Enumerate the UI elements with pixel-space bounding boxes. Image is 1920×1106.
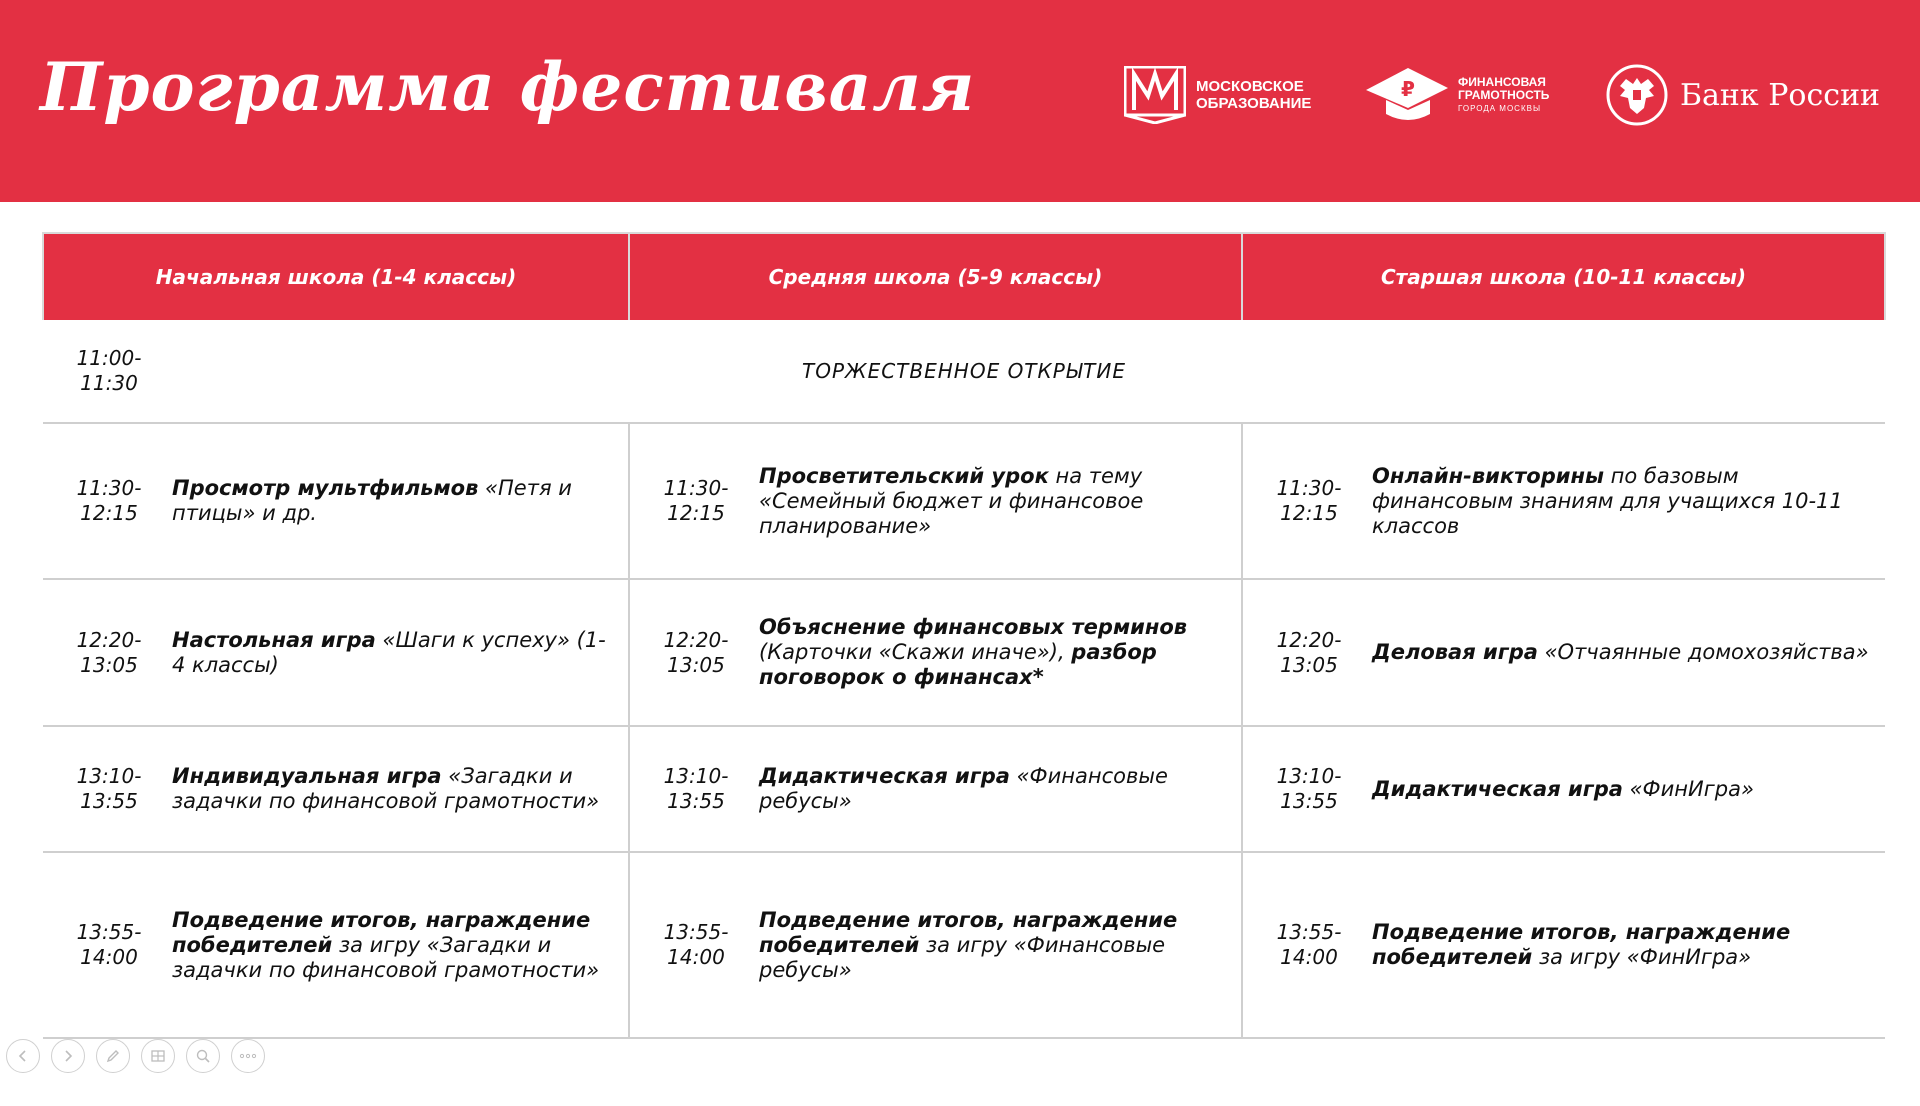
time-slot [66, 764, 152, 814]
logo-mos-line2: ОБРАЗОВАНИЕ [1196, 95, 1312, 112]
time-start: 12:20- [1276, 627, 1342, 652]
zoom-icon [195, 1048, 211, 1064]
event-details: «Шаги к успеху» (1-4 классы) [172, 627, 606, 677]
opening-ceremony-label: ТОРЖЕСТВЕННОЕ ОТКРЫТИЕ [802, 359, 1126, 383]
time-start: 13:10- [76, 764, 142, 788]
event-title-secondary: разбор поговорок о финансах* [759, 640, 1157, 689]
logo-moscow-education [1124, 66, 1311, 124]
time-end: 12:15 [80, 501, 138, 525]
event-title: Деловая игра [1372, 640, 1538, 664]
svg-text:₽: ₽ [1401, 77, 1415, 101]
event-title: Подведение итогов, награждение победителей [759, 907, 1178, 957]
event-title: Дидактическая игра [759, 764, 1010, 788]
more-options-button[interactable] [231, 1039, 265, 1073]
moscow-education-icon [1124, 66, 1186, 124]
time-start: 13:55- [76, 920, 142, 944]
time-slot [66, 628, 152, 678]
time-end: 13:05 [667, 652, 725, 677]
event-title: Настольная игра [172, 627, 376, 652]
event-details: за игру «ФинИгра» [1532, 945, 1752, 969]
table-row [43, 423, 1885, 579]
time-start: 13:10- [663, 764, 729, 788]
see-all-slides-button[interactable] [141, 1039, 175, 1073]
event-description [172, 476, 617, 526]
presentation-toolbar [6, 1039, 265, 1073]
time-start: 11:30- [1276, 476, 1342, 500]
event-title: Индивидуальная игра [172, 764, 442, 788]
event-details: «Отчаянные домохозяйства» [1537, 640, 1869, 664]
time-end: 13:55 [1280, 789, 1338, 813]
event-description [172, 908, 617, 983]
event-details: на тему «Семейный бюджет и финансовое планирование» [759, 463, 1144, 538]
time-end: 12:15 [667, 501, 725, 525]
table-row-opening [43, 320, 1885, 423]
event-details: «Финансовые ребусы» [759, 764, 1168, 813]
pen-icon [105, 1048, 121, 1064]
prev-icon [16, 1049, 30, 1063]
time-start: 12:20- [76, 627, 142, 652]
time-end: 14:00 [80, 945, 138, 969]
table-row [43, 726, 1885, 852]
time-slot [1266, 476, 1352, 526]
logo-fin-line3: ГОРОДА МОСКВЫ [1458, 103, 1542, 113]
time-end: 11:30 [80, 371, 138, 395]
event-title: Объяснение финансовых терминов [759, 615, 1188, 639]
time-end: 13:55 [80, 789, 138, 813]
time-end: 12:15 [1280, 501, 1338, 525]
event-description [1372, 777, 1754, 802]
event-details: «Петя и птицы» и др. [172, 476, 572, 525]
time-end: 13:05 [1280, 652, 1338, 677]
table-row [43, 852, 1885, 1038]
time-start: 13:55- [663, 920, 729, 944]
previous-slide-button[interactable] [6, 1039, 40, 1073]
next-slide-button[interactable] [51, 1039, 85, 1073]
double-eagle-emblem-icon [1606, 64, 1668, 126]
event-description [759, 464, 1230, 539]
event-description [1372, 920, 1874, 970]
logo-financial-literacy [1364, 64, 1549, 126]
pen-tool-button[interactable] [96, 1039, 130, 1073]
zoom-button[interactable] [186, 1039, 220, 1073]
time-end: 13:05 [80, 652, 138, 677]
time-start: 12:20- [663, 627, 729, 652]
time-slot [653, 920, 739, 970]
time-start: 11:00- [76, 346, 142, 370]
event-details: «Загадки и задачки по финансовой грамотности» [172, 764, 600, 813]
event-description [1372, 464, 1874, 539]
event-details: за игру «Финансовые ребусы» [759, 932, 1166, 982]
event-details: «ФинИгра» [1622, 776, 1754, 801]
time-end: 14:00 [1280, 945, 1338, 969]
event-details: за игру «Загадки и задачки по финансовой грамотности» [172, 932, 600, 982]
time-slot [66, 476, 152, 526]
event-title: Подведение итогов, награждение победителей [172, 907, 591, 957]
logo-mos-line1: МОСКОВСКОЕ [1196, 78, 1304, 95]
time-slot [66, 920, 152, 970]
column-header-senior: Старшая школа (10-11 классы) [1242, 233, 1885, 320]
event-description [172, 764, 617, 814]
time-slot [653, 628, 739, 678]
logo-bank-text: Банк России [1680, 77, 1881, 113]
page-title: Программа фестиваля [40, 48, 976, 126]
event-description [759, 615, 1230, 690]
event-description [172, 628, 617, 678]
column-header-middle: Средняя школа (5-9 классы) [629, 233, 1242, 320]
logo-fin-line1: ФИНАНСОВАЯ [1458, 74, 1546, 89]
next-icon [61, 1049, 75, 1063]
event-details: по базовым финансовым знаниям для учащихся 10-11 классов [1372, 463, 1843, 538]
event-description [759, 764, 1230, 814]
time-start: 11:30- [76, 476, 142, 500]
column-header-primary: Начальная школа (1-4 классы) [43, 233, 629, 320]
logo-bank-of-russia [1606, 64, 1880, 126]
time-slot [1266, 920, 1352, 970]
event-title: Подведение итогов, награждение победителей [1372, 920, 1791, 969]
slides-icon [150, 1048, 166, 1064]
graduation-cap-ruble-icon [1364, 64, 1450, 126]
header-banner [0, 0, 1920, 202]
event-description [759, 908, 1230, 983]
table-row [43, 579, 1885, 726]
time-start: 13:10- [1276, 764, 1342, 788]
more-icon [239, 1052, 257, 1060]
event-description [1372, 640, 1869, 665]
event-title: Просмотр мультфильмов [172, 476, 479, 500]
event-details: (Карточки «Скажи иначе»), [759, 640, 1072, 664]
time-end: 13:55 [667, 789, 725, 813]
time-slot [1266, 764, 1352, 814]
event-title: Дидактическая игра [1372, 776, 1623, 801]
event-title: Онлайн-викторины [1372, 463, 1604, 488]
time-slot [1266, 628, 1352, 678]
event-title: Просветительский урок [759, 463, 1049, 488]
time-end: 14:00 [667, 945, 725, 969]
schedule-table [42, 232, 1886, 1039]
logo-fin-line2: ГРАМОТНОСТЬ [1458, 87, 1550, 102]
time-slot [653, 476, 739, 526]
opening-time [66, 346, 152, 396]
time-start: 11:30- [663, 476, 729, 500]
time-start: 13:55- [1276, 920, 1342, 944]
time-slot [653, 764, 739, 814]
table-header-row [43, 233, 1885, 320]
